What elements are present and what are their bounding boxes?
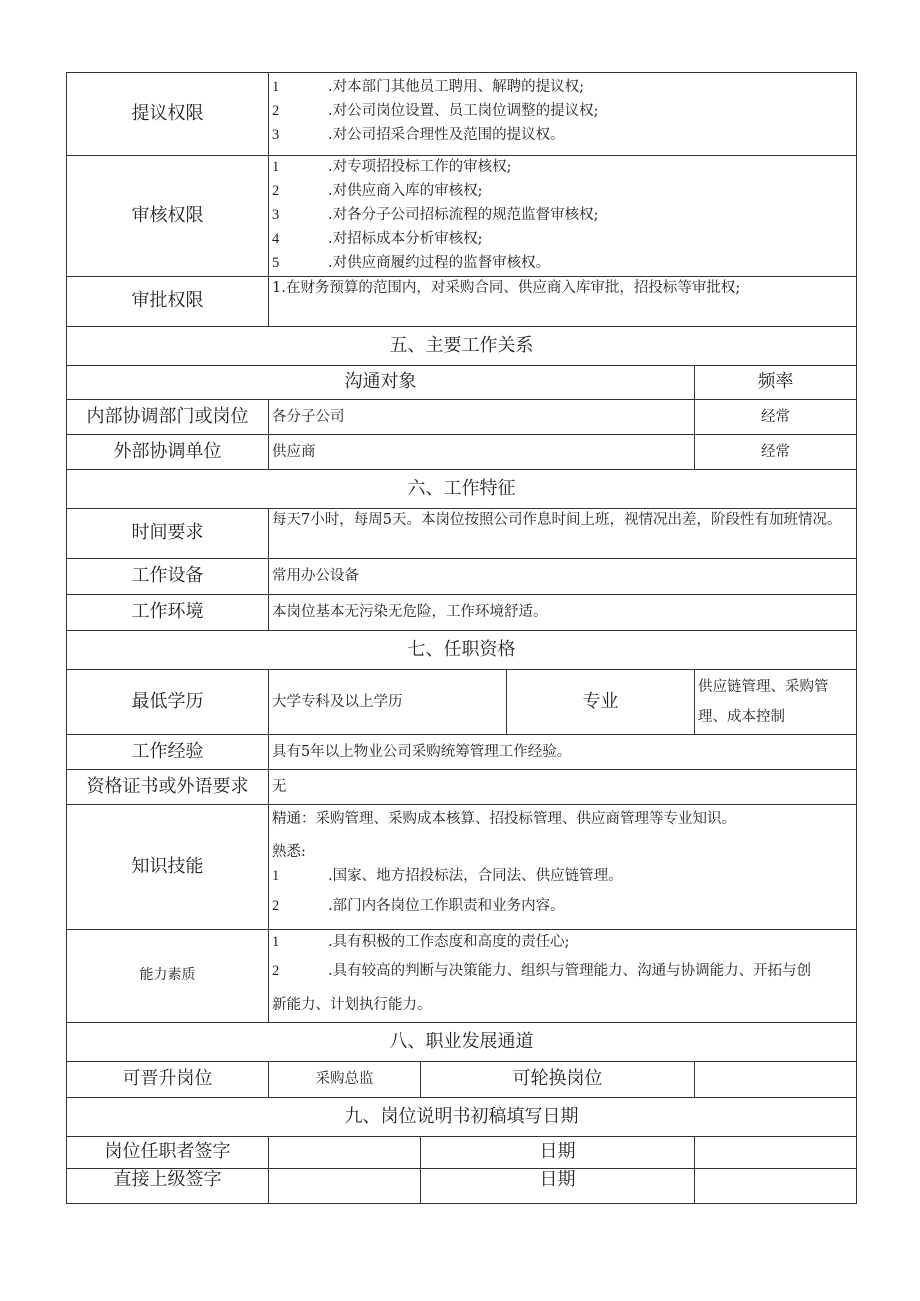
relation-label: 外部协调单位 (67, 435, 269, 470)
section-title: 九、岗位说明书初稿填写日期 (67, 1098, 857, 1137)
list-item: 2 .对公司岗位设置、员工岗位调整的提议权; (272, 103, 599, 119)
proposal-label: 提议权限 (67, 73, 269, 156)
holder-date-field[interactable] (695, 1137, 857, 1169)
job-description-form (66, 72, 856, 1204)
list-item: 3 .对各分子公司招标流程的规范监督审核权; (272, 207, 599, 223)
cert-row (67, 770, 857, 805)
section-relations (67, 327, 857, 366)
relation-freq: 经常 (695, 435, 857, 470)
exp-row (67, 735, 857, 770)
supervisor-date-label: 日期 (421, 1169, 695, 1204)
env-row (67, 595, 857, 631)
skills-master: 精通：采购管理、采购成本核算、招投标管理、供应商管理等专业知识。 (272, 811, 736, 827)
list-item: 5 .对供应商履约过程的监督审核权。 (272, 255, 551, 271)
supervisor-sign-row (67, 1169, 857, 1204)
relation-label: 内部协调部门或岗位 (67, 400, 269, 435)
section-features (67, 470, 857, 509)
skills-familiar: 熟悉: (272, 844, 306, 860)
list-item: 2 .对供应商入库的审核权; (272, 183, 483, 199)
form-table (66, 72, 857, 1204)
table-row (67, 400, 857, 435)
exp-value: 具有5年以上物业公司采购统筹管理工作经验。 (269, 735, 857, 770)
approval-row (67, 277, 857, 327)
list-item: 3 .对公司招采合理性及范围的提议权。 (272, 127, 565, 143)
rotate-label: 可轮换岗位 (421, 1062, 695, 1098)
section-career (67, 1023, 857, 1062)
equip-row (67, 559, 857, 595)
promote-value: 采购总监 (269, 1062, 421, 1098)
list-item: 2 .部门内各岗位工作职责和业务内容。 (272, 898, 565, 914)
section-title: 七、任职资格 (67, 631, 857, 670)
list-item: 4 .对招标成本分析审核权; (272, 231, 483, 247)
holder-signature-field[interactable] (269, 1137, 421, 1169)
section-title: 八、职业发展通道 (67, 1023, 857, 1062)
supervisor-signature-field[interactable] (269, 1169, 421, 1204)
review-list (269, 156, 857, 277)
equip-label: 工作设备 (67, 559, 269, 595)
holder-label: 岗位任职者签字 (67, 1137, 269, 1169)
time-row (67, 509, 857, 559)
col-target-header: 沟通对象 (67, 366, 695, 400)
career-row (67, 1062, 857, 1098)
col-freq-header: 频率 (695, 366, 857, 400)
rotate-value (695, 1062, 857, 1098)
relation-target: 供应商 (269, 435, 695, 470)
list-item: 1 .对专项招投标工作的审核权; (272, 159, 512, 175)
skills-label: 知识技能 (67, 805, 269, 930)
ability-continuation: 新能力、计划执行能力。 (272, 996, 432, 1013)
section-title: 五、主要工作关系 (67, 327, 857, 366)
relation-freq: 经常 (695, 400, 857, 435)
major-label: 专业 (507, 670, 695, 735)
list-item: 2 .具有较高的判断与决策能力、组织与管理能力、沟通与协调能力、开拓与创 (272, 962, 812, 979)
approval-text: 1.在财务预算的范围内，对采购合同、供应商入库审批，招投标等审批权; (269, 277, 857, 327)
relations-header (67, 366, 857, 400)
list-item: 1 .具有积极的工作态度和高度的责任心; (272, 933, 570, 950)
major-value: 供应链管理、采购管理、成本控制 (695, 670, 857, 735)
supervisor-date-field[interactable] (695, 1169, 857, 1204)
equip-text: 常用办公设备 (269, 559, 857, 595)
review-row (67, 156, 857, 277)
list-item: 1 .对本部门其他员工聘用、解聘的提议权; (272, 79, 584, 95)
approval-label: 审批权限 (67, 277, 269, 327)
edu-label: 最低学历 (67, 670, 269, 735)
proposal-list (269, 73, 857, 156)
edu-row (67, 670, 857, 735)
table-row (67, 435, 857, 470)
env-label: 工作环境 (67, 595, 269, 631)
section-qualifications (67, 631, 857, 670)
review-label: 审核权限 (67, 156, 269, 277)
ability-row (67, 930, 857, 1023)
ability-label: 能力素质 (67, 930, 269, 1023)
time-label: 时间要求 (67, 509, 269, 559)
section-title: 六、工作特征 (67, 470, 857, 509)
promote-label: 可晋升岗位 (67, 1062, 269, 1098)
holder-date-label: 日期 (421, 1137, 695, 1169)
supervisor-label: 直接上级签字 (67, 1169, 269, 1204)
env-text: 本岗位基本无污染无危险，工作环境舒适。 (269, 595, 857, 631)
cert-label: 资格证书或外语要求 (67, 770, 269, 805)
holder-sign-row (67, 1137, 857, 1169)
ability-content (269, 930, 857, 1023)
proposal-row (67, 73, 857, 156)
cert-value: 无 (269, 770, 857, 805)
list-item: 1 .国家、地方招投标法，合同法、供应链管理。 (272, 868, 623, 884)
time-text: 每天7小时，每周5天。本岗位按照公司作息时间上班，视情况出差，阶段性有加班情况。 (269, 509, 857, 559)
relation-target: 各分子公司 (269, 400, 695, 435)
skills-row (67, 805, 857, 930)
exp-label: 工作经验 (67, 735, 269, 770)
skills-content (269, 805, 857, 930)
edu-value: 大学专科及以上学历 (269, 670, 507, 735)
section-dates (67, 1098, 857, 1137)
